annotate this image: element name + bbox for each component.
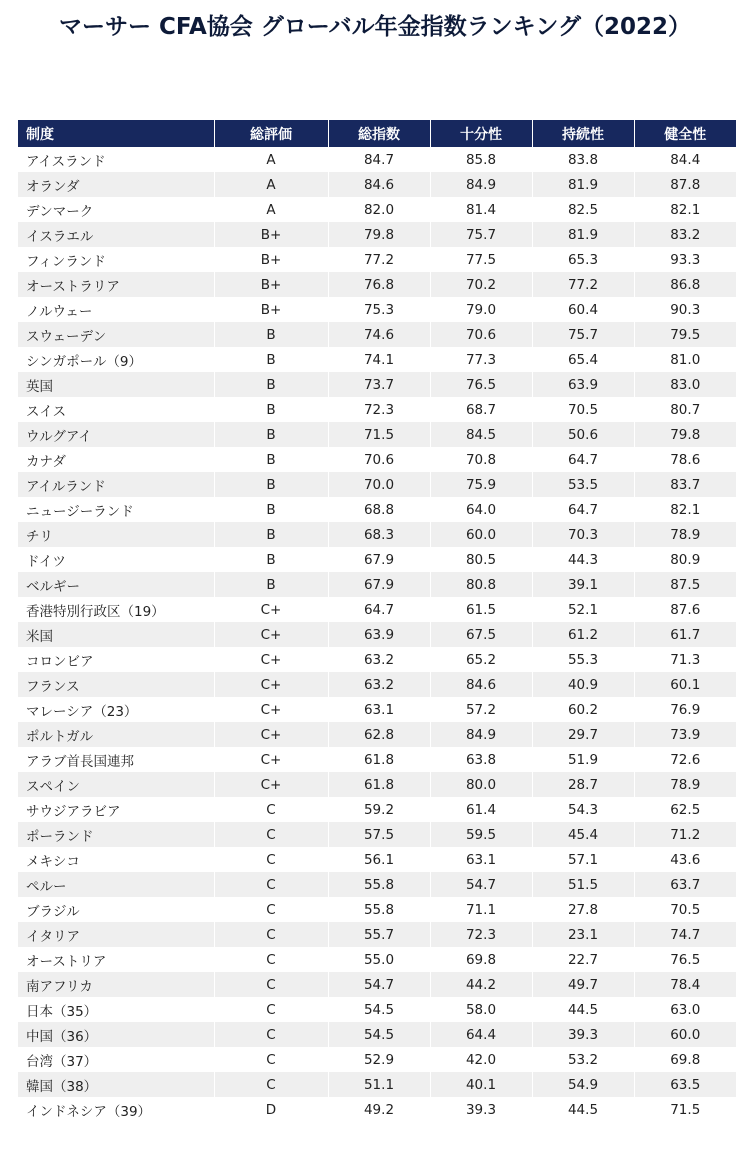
cell-system: フィンランド (18, 247, 214, 272)
cell-overall-index: 73.7 (328, 372, 430, 397)
cell-adequacy: 80.0 (430, 772, 532, 797)
table-row (18, 572, 736, 597)
cell-integrity: 43.6 (634, 847, 736, 872)
cell-adequacy: 61.5 (430, 597, 532, 622)
table-row (18, 647, 736, 672)
cell-adequacy: 71.1 (430, 897, 532, 922)
cell-adequacy: 57.2 (430, 697, 532, 722)
cell-overall-grade: C (214, 822, 328, 847)
cell-adequacy: 58.0 (430, 997, 532, 1022)
cell-overall-grade: B (214, 372, 328, 397)
cell-sustainability: 39.1 (532, 572, 634, 597)
cell-integrity: 78.4 (634, 972, 736, 997)
cell-overall-grade: C+ (214, 747, 328, 772)
cell-overall-index: 64.7 (328, 597, 430, 622)
cell-overall-grade: C (214, 997, 328, 1022)
cell-overall-index: 63.1 (328, 697, 430, 722)
cell-overall-grade: C (214, 922, 328, 947)
cell-integrity: 86.8 (634, 272, 736, 297)
cell-overall-index: 54.5 (328, 1022, 430, 1047)
cell-sustainability: 57.1 (532, 847, 634, 872)
cell-sustainability: 22.7 (532, 947, 634, 972)
cell-adequacy: 65.2 (430, 647, 532, 672)
cell-overall-grade: C (214, 1022, 328, 1047)
cell-adequacy: 80.8 (430, 572, 532, 597)
cell-overall-grade: D (214, 1097, 328, 1122)
cell-sustainability: 23.1 (532, 922, 634, 947)
cell-overall-grade: C+ (214, 622, 328, 647)
cell-overall-index: 84.6 (328, 172, 430, 197)
table-row (18, 822, 736, 847)
cell-system: ベルギー (18, 572, 214, 597)
table-body (18, 147, 736, 1122)
cell-integrity: 83.7 (634, 472, 736, 497)
cell-integrity: 83.0 (634, 372, 736, 397)
cell-overall-index: 75.3 (328, 297, 430, 322)
cell-integrity: 82.1 (634, 497, 736, 522)
cell-adequacy: 70.6 (430, 322, 532, 347)
column-header-overall-grade: 総評価 (214, 120, 328, 147)
cell-adequacy: 79.0 (430, 297, 532, 322)
cell-system: コロンビア (18, 647, 214, 672)
table-row (18, 447, 736, 472)
cell-integrity: 63.0 (634, 997, 736, 1022)
cell-overall-grade: C+ (214, 672, 328, 697)
cell-sustainability: 75.7 (532, 322, 634, 347)
cell-overall-index: 59.2 (328, 797, 430, 822)
cell-sustainability: 44.3 (532, 547, 634, 572)
cell-overall-index: 70.0 (328, 472, 430, 497)
cell-system: オーストラリア (18, 272, 214, 297)
cell-integrity: 60.0 (634, 1022, 736, 1047)
cell-sustainability: 70.3 (532, 522, 634, 547)
cell-adequacy: 81.4 (430, 197, 532, 222)
cell-integrity: 71.5 (634, 1097, 736, 1122)
table-row (18, 972, 736, 997)
table-row (18, 947, 736, 972)
cell-adequacy: 64.4 (430, 1022, 532, 1047)
cell-adequacy: 40.1 (430, 1072, 532, 1097)
cell-system: スイス (18, 397, 214, 422)
cell-sustainability: 50.6 (532, 422, 634, 447)
cell-integrity: 83.2 (634, 222, 736, 247)
cell-sustainability: 63.9 (532, 372, 634, 397)
cell-system: ペルー (18, 872, 214, 897)
cell-sustainability: 81.9 (532, 222, 634, 247)
cell-overall-grade: B (214, 347, 328, 372)
header-row (18, 120, 736, 147)
column-header-system: 制度 (18, 120, 214, 147)
cell-adequacy: 75.7 (430, 222, 532, 247)
cell-adequacy: 42.0 (430, 1047, 532, 1072)
table-row (18, 722, 736, 747)
page-title: マーサー CFA協会 グローバル年金指数ランキング（2022） (59, 14, 691, 40)
cell-sustainability: 44.5 (532, 1097, 634, 1122)
cell-overall-index: 63.9 (328, 622, 430, 647)
cell-sustainability: 70.5 (532, 397, 634, 422)
cell-system: マレーシア（23） (18, 697, 214, 722)
cell-overall-grade: B+ (214, 272, 328, 297)
cell-system: 韓国（38） (18, 1072, 214, 1097)
cell-overall-grade: C (214, 1047, 328, 1072)
cell-adequacy: 70.2 (430, 272, 532, 297)
cell-system: オーストリア (18, 947, 214, 972)
cell-integrity: 74.7 (634, 922, 736, 947)
cell-adequacy: 80.5 (430, 547, 532, 572)
cell-integrity: 78.9 (634, 522, 736, 547)
cell-system: ブラジル (18, 897, 214, 922)
cell-sustainability: 81.9 (532, 172, 634, 197)
cell-adequacy: 63.8 (430, 747, 532, 772)
cell-overall-index: 62.8 (328, 722, 430, 747)
cell-adequacy: 54.7 (430, 872, 532, 897)
cell-overall-grade: C (214, 972, 328, 997)
cell-system: カナダ (18, 447, 214, 472)
cell-overall-index: 61.8 (328, 747, 430, 772)
cell-overall-index: 63.2 (328, 647, 430, 672)
cell-sustainability: 65.3 (532, 247, 634, 272)
cell-sustainability: 83.8 (532, 147, 634, 172)
cell-integrity: 63.5 (634, 1072, 736, 1097)
cell-adequacy: 69.8 (430, 947, 532, 972)
cell-overall-grade: C+ (214, 722, 328, 747)
cell-system: シンガポール（9） (18, 347, 214, 372)
cell-integrity: 79.8 (634, 422, 736, 447)
cell-overall-index: 55.8 (328, 897, 430, 922)
table-row (18, 847, 736, 872)
cell-overall-index: 55.0 (328, 947, 430, 972)
cell-overall-index: 82.0 (328, 197, 430, 222)
cell-overall-grade: C (214, 1072, 328, 1097)
cell-overall-grade: B (214, 422, 328, 447)
table-row (18, 672, 736, 697)
cell-adequacy: 77.3 (430, 347, 532, 372)
cell-overall-grade: A (214, 147, 328, 172)
cell-adequacy: 72.3 (430, 922, 532, 947)
table-row (18, 1022, 736, 1047)
cell-adequacy: 44.2 (430, 972, 532, 997)
cell-overall-index: 57.5 (328, 822, 430, 847)
cell-adequacy: 76.5 (430, 372, 532, 397)
table-row (18, 547, 736, 572)
cell-overall-grade: C+ (214, 772, 328, 797)
cell-overall-index: 79.8 (328, 222, 430, 247)
cell-overall-index: 70.6 (328, 447, 430, 472)
cell-overall-index: 55.8 (328, 872, 430, 897)
cell-adequacy: 64.0 (430, 497, 532, 522)
cell-integrity: 76.5 (634, 947, 736, 972)
cell-system: ポルトガル (18, 722, 214, 747)
cell-adequacy: 84.9 (430, 722, 532, 747)
cell-sustainability: 82.5 (532, 197, 634, 222)
cell-adequacy: 68.7 (430, 397, 532, 422)
cell-integrity: 70.5 (634, 897, 736, 922)
cell-overall-index: 84.7 (328, 147, 430, 172)
cell-sustainability: 54.3 (532, 797, 634, 822)
cell-sustainability: 40.9 (532, 672, 634, 697)
table-row (18, 522, 736, 547)
cell-adequacy: 77.5 (430, 247, 532, 272)
cell-sustainability: 51.5 (532, 872, 634, 897)
cell-system: インドネシア（39） (18, 1097, 214, 1122)
cell-integrity: 87.5 (634, 572, 736, 597)
cell-integrity: 62.5 (634, 797, 736, 822)
table-row (18, 322, 736, 347)
cell-sustainability: 64.7 (532, 447, 634, 472)
cell-overall-index: 74.6 (328, 322, 430, 347)
cell-system: ドイツ (18, 547, 214, 572)
cell-adequacy: 84.9 (430, 172, 532, 197)
cell-overall-grade: B+ (214, 222, 328, 247)
cell-overall-grade: B (214, 547, 328, 572)
table-row (18, 622, 736, 647)
cell-integrity: 80.7 (634, 397, 736, 422)
cell-adequacy: 70.8 (430, 447, 532, 472)
cell-adequacy: 75.9 (430, 472, 532, 497)
table-row (18, 697, 736, 722)
cell-overall-index: 67.9 (328, 547, 430, 572)
cell-system: デンマーク (18, 197, 214, 222)
cell-system: メキシコ (18, 847, 214, 872)
cell-integrity: 87.8 (634, 172, 736, 197)
cell-system: 日本（35） (18, 997, 214, 1022)
cell-overall-grade: C (214, 947, 328, 972)
cell-system: サウジアラビア (18, 797, 214, 822)
table-row (18, 597, 736, 622)
cell-system: 台湾（37） (18, 1047, 214, 1072)
cell-sustainability: 54.9 (532, 1072, 634, 1097)
cell-system: ノルウェー (18, 297, 214, 322)
cell-sustainability: 60.4 (532, 297, 634, 322)
cell-sustainability: 55.3 (532, 647, 634, 672)
table-row (18, 497, 736, 522)
cell-adequacy: 84.6 (430, 672, 532, 697)
cell-integrity: 80.9 (634, 547, 736, 572)
table-row (18, 222, 736, 247)
column-header-overall-index: 総指数 (328, 120, 430, 147)
cell-system: ウルグアイ (18, 422, 214, 447)
cell-sustainability: 51.9 (532, 747, 634, 772)
cell-overall-index: 68.8 (328, 497, 430, 522)
column-header-sustainability: 持続性 (532, 120, 634, 147)
cell-overall-grade: B (214, 472, 328, 497)
cell-integrity: 73.9 (634, 722, 736, 747)
cell-integrity: 82.1 (634, 197, 736, 222)
cell-integrity: 79.5 (634, 322, 736, 347)
table-row (18, 922, 736, 947)
cell-system: スウェーデン (18, 322, 214, 347)
cell-sustainability: 29.7 (532, 722, 634, 747)
cell-overall-grade: C+ (214, 597, 328, 622)
cell-sustainability: 27.8 (532, 897, 634, 922)
cell-overall-index: 55.7 (328, 922, 430, 947)
table-row (18, 297, 736, 322)
cell-overall-grade: C (214, 847, 328, 872)
column-header-integrity: 健全性 (634, 120, 736, 147)
cell-sustainability: 65.4 (532, 347, 634, 372)
cell-sustainability: 52.1 (532, 597, 634, 622)
cell-integrity: 81.0 (634, 347, 736, 372)
cell-overall-grade: C (214, 797, 328, 822)
cell-system: フランス (18, 672, 214, 697)
cell-overall-index: 76.8 (328, 272, 430, 297)
table-row (18, 397, 736, 422)
table-row (18, 1097, 736, 1122)
table-row (18, 872, 736, 897)
table-row (18, 772, 736, 797)
cell-overall-index: 54.7 (328, 972, 430, 997)
table-row (18, 247, 736, 272)
cell-overall-grade: B (214, 572, 328, 597)
cell-system: ニュージーランド (18, 497, 214, 522)
cell-overall-grade: A (214, 172, 328, 197)
cell-integrity: 71.3 (634, 647, 736, 672)
cell-sustainability: 44.5 (532, 997, 634, 1022)
cell-overall-index: 51.1 (328, 1072, 430, 1097)
cell-integrity: 78.9 (634, 772, 736, 797)
cell-sustainability: 49.7 (532, 972, 634, 997)
cell-adequacy: 59.5 (430, 822, 532, 847)
cell-sustainability: 39.3 (532, 1022, 634, 1047)
cell-adequacy: 67.5 (430, 622, 532, 647)
cell-overall-grade: B (214, 322, 328, 347)
cell-integrity: 71.2 (634, 822, 736, 847)
table-row (18, 1047, 736, 1072)
table-row (18, 1072, 736, 1097)
ranking-table (18, 120, 736, 1122)
table-row (18, 197, 736, 222)
cell-sustainability: 60.2 (532, 697, 634, 722)
cell-overall-index: 56.1 (328, 847, 430, 872)
cell-sustainability: 28.7 (532, 772, 634, 797)
cell-system: ポーランド (18, 822, 214, 847)
table-row (18, 997, 736, 1022)
cell-adequacy: 85.8 (430, 147, 532, 172)
cell-adequacy: 63.1 (430, 847, 532, 872)
cell-overall-index: 77.2 (328, 247, 430, 272)
cell-system: アイルランド (18, 472, 214, 497)
cell-sustainability: 61.2 (532, 622, 634, 647)
cell-overall-index: 49.2 (328, 1097, 430, 1122)
table-row (18, 372, 736, 397)
column-header-adequacy: 十分性 (430, 120, 532, 147)
cell-overall-index: 54.5 (328, 997, 430, 1022)
cell-overall-grade: C+ (214, 647, 328, 672)
cell-overall-grade: B (214, 397, 328, 422)
cell-overall-index: 72.3 (328, 397, 430, 422)
cell-overall-grade: B+ (214, 297, 328, 322)
cell-sustainability: 53.2 (532, 1047, 634, 1072)
table-row (18, 897, 736, 922)
cell-overall-grade: C+ (214, 697, 328, 722)
table-row (18, 797, 736, 822)
cell-system: イタリア (18, 922, 214, 947)
cell-system: 南アフリカ (18, 972, 214, 997)
cell-overall-grade: B+ (214, 247, 328, 272)
cell-integrity: 78.6 (634, 447, 736, 472)
cell-integrity: 60.1 (634, 672, 736, 697)
cell-integrity: 72.6 (634, 747, 736, 772)
cell-overall-grade: C (214, 897, 328, 922)
cell-overall-grade: C (214, 872, 328, 897)
table-row (18, 422, 736, 447)
cell-system: アイスランド (18, 147, 214, 172)
table-row (18, 472, 736, 497)
table-header (18, 120, 736, 147)
cell-integrity: 93.3 (634, 247, 736, 272)
cell-overall-grade: A (214, 197, 328, 222)
cell-integrity: 63.7 (634, 872, 736, 897)
cell-overall-index: 63.2 (328, 672, 430, 697)
cell-system: 中国（36） (18, 1022, 214, 1047)
cell-system: 英国 (18, 372, 214, 397)
table-row (18, 147, 736, 172)
cell-overall-index: 52.9 (328, 1047, 430, 1072)
cell-system: オランダ (18, 172, 214, 197)
cell-adequacy: 39.3 (430, 1097, 532, 1122)
cell-sustainability: 45.4 (532, 822, 634, 847)
cell-system: 香港特別行政区（19） (18, 597, 214, 622)
cell-adequacy: 84.5 (430, 422, 532, 447)
cell-integrity: 76.9 (634, 697, 736, 722)
cell-integrity: 61.7 (634, 622, 736, 647)
cell-overall-index: 74.1 (328, 347, 430, 372)
cell-system: アラブ首長国連邦 (18, 747, 214, 772)
cell-adequacy: 61.4 (430, 797, 532, 822)
cell-overall-grade: B (214, 447, 328, 472)
cell-integrity: 84.4 (634, 147, 736, 172)
table-row (18, 172, 736, 197)
cell-system: イスラエル (18, 222, 214, 247)
cell-system: 米国 (18, 622, 214, 647)
table-row (18, 747, 736, 772)
cell-overall-index: 71.5 (328, 422, 430, 447)
cell-overall-grade: B (214, 497, 328, 522)
table-row (18, 347, 736, 372)
cell-overall-index: 68.3 (328, 522, 430, 547)
cell-overall-index: 61.8 (328, 772, 430, 797)
cell-integrity: 90.3 (634, 297, 736, 322)
cell-sustainability: 77.2 (532, 272, 634, 297)
cell-overall-index: 67.9 (328, 572, 430, 597)
table-row (18, 272, 736, 297)
cell-sustainability: 64.7 (532, 497, 634, 522)
cell-system: スペイン (18, 772, 214, 797)
cell-integrity: 69.8 (634, 1047, 736, 1072)
cell-adequacy: 60.0 (430, 522, 532, 547)
cell-system: チリ (18, 522, 214, 547)
cell-sustainability: 53.5 (532, 472, 634, 497)
cell-overall-grade: B (214, 522, 328, 547)
cell-integrity: 87.6 (634, 597, 736, 622)
